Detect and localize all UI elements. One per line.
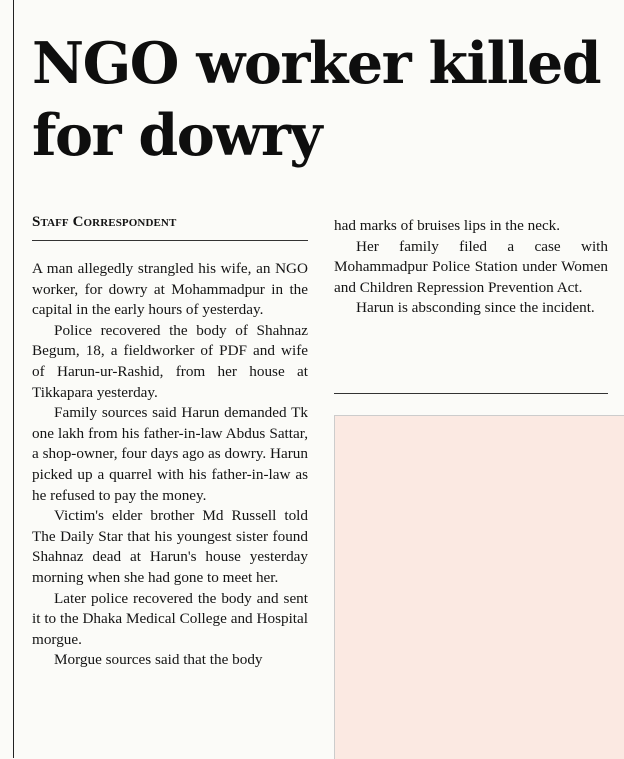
headline-line-1: NGO worker killed xyxy=(32,30,601,97)
paragraph: Later police recovered the body and sent it to the Dhaka Medical College and Hospital morgue. xyxy=(32,589,308,648)
paragraph: had marks of bruises lips in the neck. xyxy=(334,217,561,234)
article-column-1 xyxy=(32,259,308,671)
byline-divider xyxy=(32,240,308,241)
byline: Staff Correspondent xyxy=(32,214,177,230)
column-end-divider xyxy=(334,393,608,394)
article-column-2 xyxy=(334,216,608,319)
paragraph: Family sources said Harun demanded Tk one lakh from his father-in-law Abdus Sattar, a shop-owner, four days ago as dowry. Harun picked up a quarrel with his father-in-law as he refused to pay the money. xyxy=(32,404,308,504)
adjacent-ad-block xyxy=(334,415,624,759)
left-margin-rule xyxy=(13,0,14,758)
paragraph: Morgue sources said that the body xyxy=(54,651,263,669)
paragraph: A man allegedly strangled his wife, an NGO worker, for dowry at Mohammadpur in the capital in the early hours of yesterday. xyxy=(32,260,308,319)
headline xyxy=(32,28,622,172)
paragraph: Her family filed a case with Mohammadpur Police Station under Women and Children Repression Prevention Act. xyxy=(334,237,608,296)
paragraph: Victim's elder brother Md Russell told The Daily Star that his youngest sister found Shahnaz dead at Harun's house yesterday morning when she had gone to meet her. xyxy=(32,507,308,586)
paragraph: Police recovered the body of Shahnaz Begum, 18, a fieldworker of PDF and wife of Harun-ur-Rashid, from her house at Tikkapara yesterday. xyxy=(32,321,308,401)
paragraph: Harun is absconding since the incident. xyxy=(356,299,595,317)
headline-line-2: for dowry xyxy=(32,102,322,169)
